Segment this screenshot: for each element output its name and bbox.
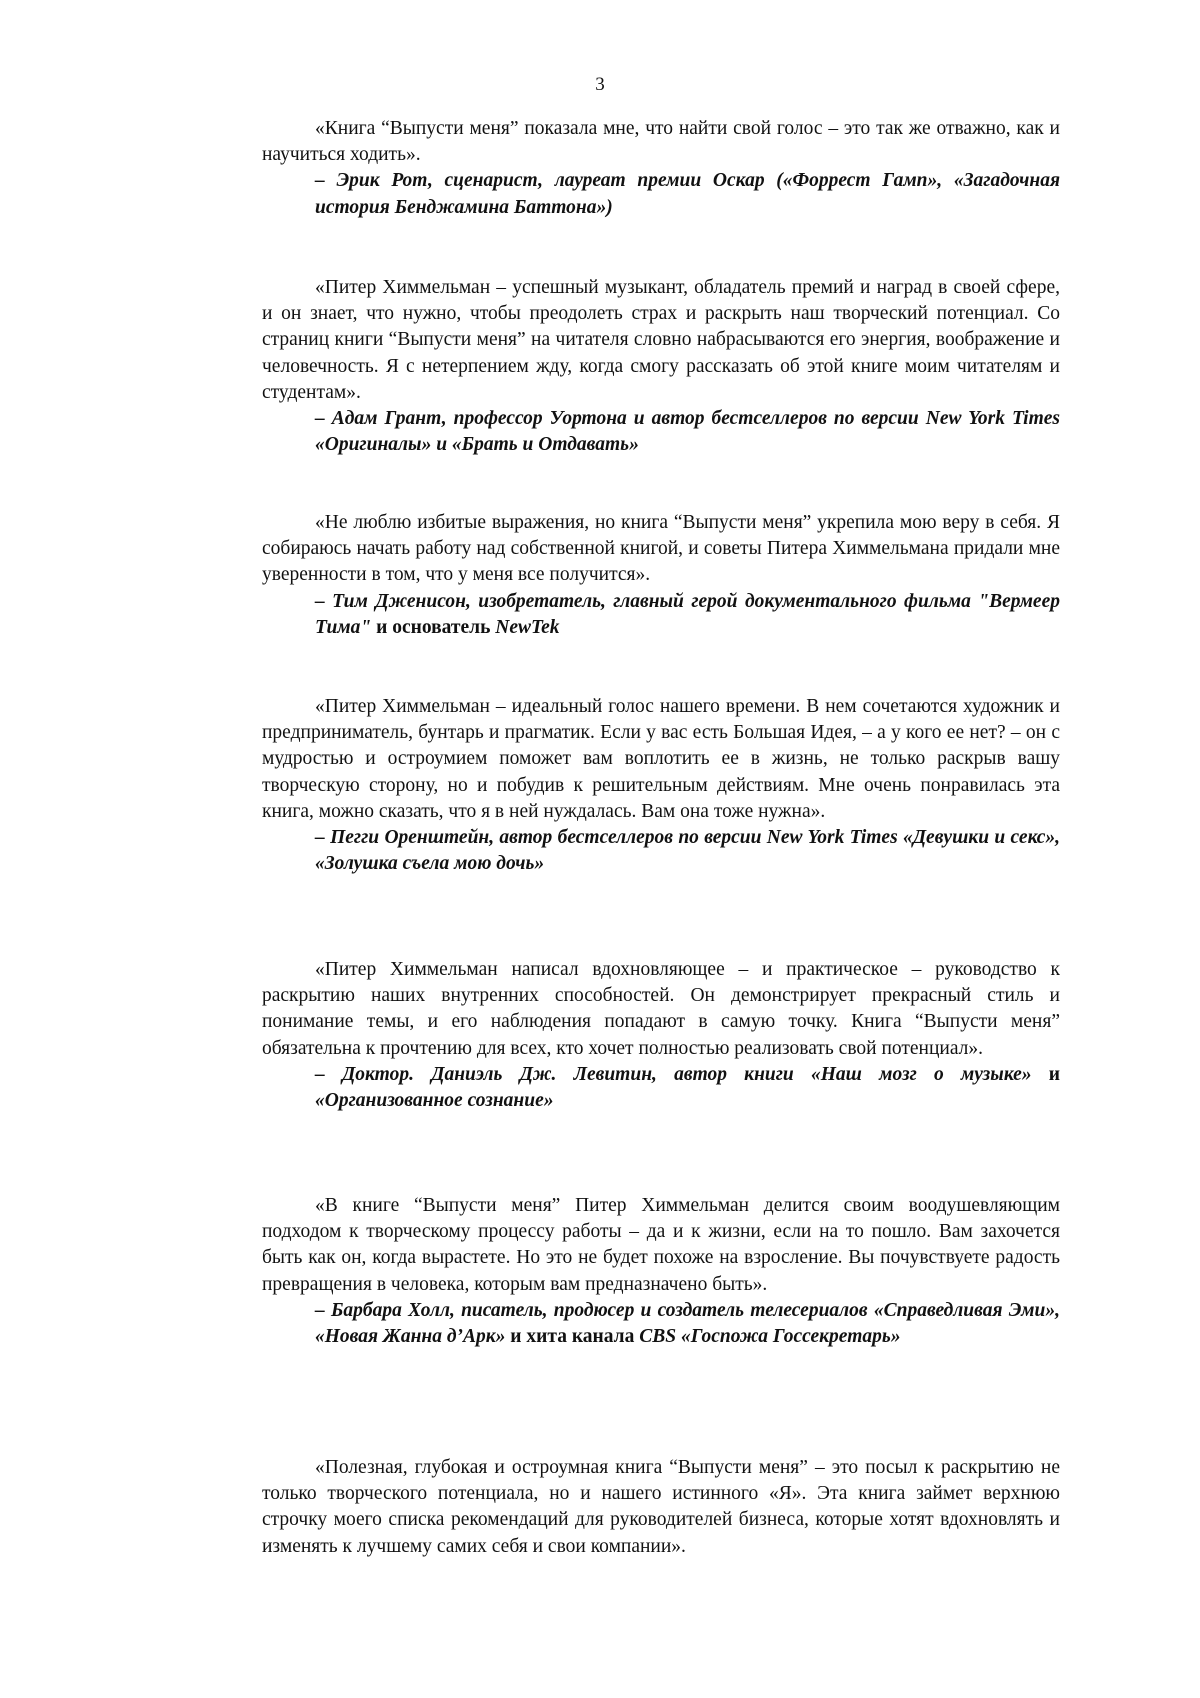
attribution-run: – Адам Грант, профессор Уортона и автор бестселлеров по версии New York Times «Оригиналы» и «Брать и Отдавать»: [315, 408, 1060, 456]
testimonial-attribution: [262, 406, 1060, 458]
attribution-run: – Барбара Холл, писатель, продюсер и создатель телесериалов «Справедливая Эми», «Новая Жанна д’Арк»: [315, 1299, 1060, 1348]
testimonial-4: [262, 694, 1060, 877]
testimonial-attribution: [262, 1062, 1060, 1114]
testimonial-3: [262, 510, 1060, 641]
attribution-run: и: [1048, 1063, 1060, 1085]
testimonial-text: «Книга “Выпусти меня” показала мне, что найти свой голос – это так же отважно, как и научиться ходить».: [262, 118, 1060, 166]
attribution-run: – Пегги Оренштейн, автор бестселлеров по версии New York Times «Девушки и секс», «Золушка съела мою дочь»: [315, 827, 1060, 875]
testimonial-attribution: [262, 168, 1060, 220]
testimonial-text: «Питер Химмельман написал вдохновляющее – и практическое – руководство к раскрытию наших внутренних способностей. Он демонстрирует прекрасный стиль и понимание темы, и его наблюдения попадают в самую точку. Книга “Выпусти меня” обязательна к прочтению для всех, кто хочет полностью реализовать свой потенциал».: [262, 959, 1060, 1059]
attribution-run: CBS «Госпожа Госсекретарь»: [639, 1326, 901, 1348]
testimonial-2: [262, 275, 1060, 458]
attribution-run: «Организованное сознание»: [315, 1090, 554, 1112]
testimonial-text: «Полезная, глубокая и остроумная книга “Выпусти меня” – это посыл к раскрытию не только творческого потенциала, но и нашего истинного «Я». Эта книга займет верхнюю строчку моего списка рекомендаций для руководителей бизнеса, которые хотят вдохновлять и изменять к лучшему самих себя и свои компании».: [262, 1457, 1060, 1557]
testimonial-text: «Не люблю избитые выражения, но книга “Выпусти меня” укрепила мою веру в себя. Я собираюсь начать работу над собственной книгой, и советы Питера Химмельмана придали мне уверенности в том, что у меня все получится».: [262, 512, 1060, 586]
testimonial-text: «В книге “Выпусти меня” Питер Химмельман делится своим воодушевляющим подходом к творческому процессу работы – да и к жизни, если на то пошло. Вам захочется быть как он, когда вырастете. Но это не будет похоже на взросление. Вы почувствуете радость превращения в человека, которым вам предназначено быть».: [262, 1195, 1060, 1295]
testimonial-text: «Питер Химмельман – успешный музыкант, обладатель премий и наград в своей сфере, и он знает, что нужно, чтобы преодолеть страх и раскрыть наш творческий потенциал. Со страниц книги “Выпусти меня” на читателя словно набрасываются его энергия, воображение и человечность. Я с нетерпением жду, когда смогу рассказать об этой книге моим читателям и студентам».: [262, 277, 1060, 403]
testimonial-attribution: [262, 1298, 1060, 1350]
testimonial-text: «Питер Химмельман – идеальный голос нашего времени. В нем сочетаются художник и предприниматель, бунтарь и прагматик. Если у вас есть Большая Идея, – а у кого ее нет? – он с мудростью и остроумием поможет вам воплотить ее в жизнь, не только раскрыв вашу творческую сторону, но и побудив к решительным действиям. Мне очень понравилась эта книга, можно сказать, что я в ней нуждалась. Вам она тоже нужна».: [262, 696, 1060, 822]
testimonial-attribution: [262, 825, 1060, 877]
testimonial-7: [262, 1455, 1060, 1560]
testimonial-6: [262, 1193, 1060, 1350]
attribution-run: NewTek: [495, 616, 560, 638]
attribution-run: – Тим Дженисон, изобретатель, главный герой документального фильма "Вермеер Тима": [315, 590, 1060, 638]
attribution-run: и основатель: [376, 616, 496, 638]
page-number: 3: [595, 74, 605, 95]
attribution-run: и хита канала: [510, 1326, 640, 1348]
testimonial-1: [262, 116, 1060, 221]
testimonial-attribution: [262, 589, 1060, 641]
attribution-run: – Доктор. Даниэль Дж. Левитин, автор книги «Наш мозг о музыке»: [315, 1063, 1049, 1085]
testimonial-5: [262, 957, 1060, 1114]
attribution-run: – Эрик Рот, сценарист, лауреат премии Оскар («Форрест Гамп», «Загадочная история Бенджамина Баттона»): [315, 170, 1060, 218]
